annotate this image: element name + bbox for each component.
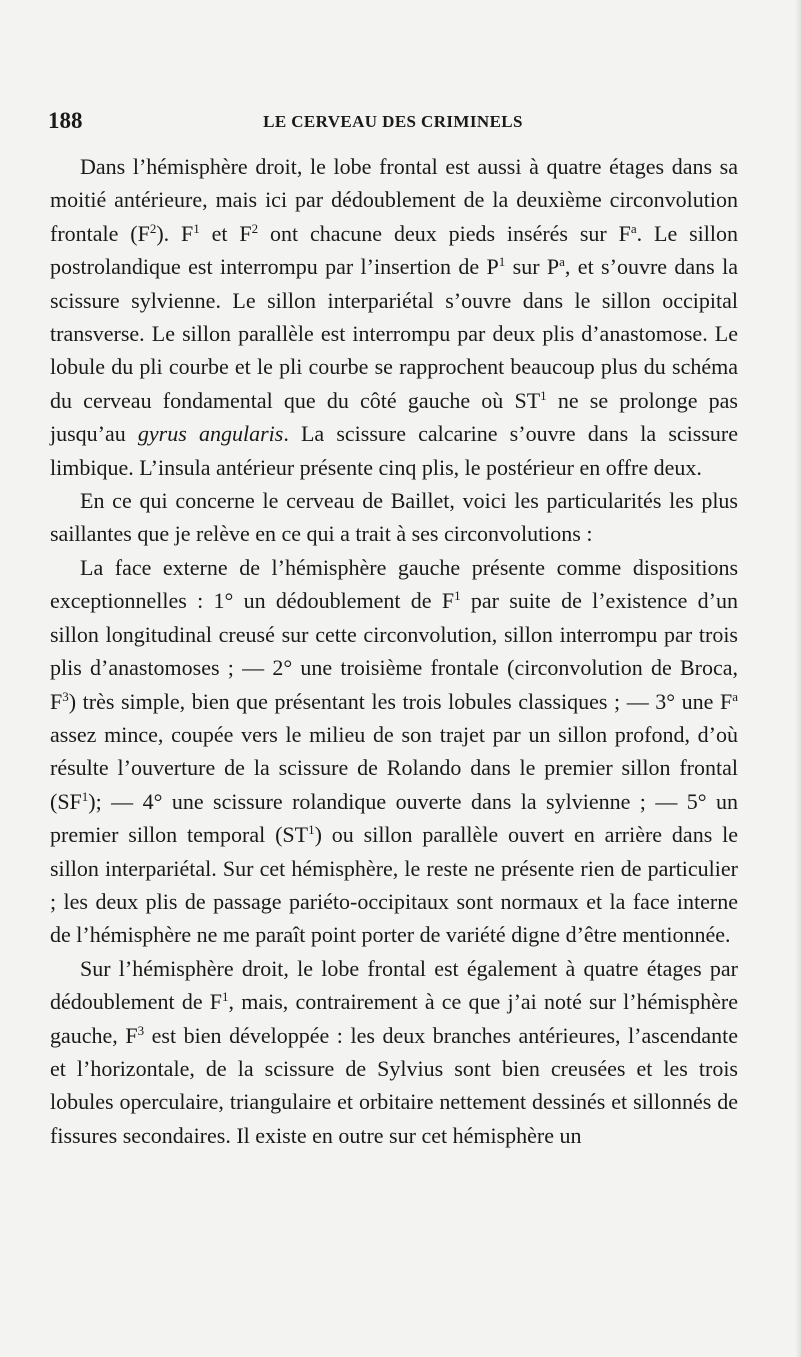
paragraph bbox=[50, 551, 738, 952]
text-run: sur P bbox=[505, 254, 560, 280]
text-run: . Le sillon postrolandique est interrompu par l’insertion de P bbox=[50, 220, 739, 280]
text-run: ); — 4° une scissure rolandique ouverte dans la sylvienne ; — 5° un premier sillon temporal (ST bbox=[50, 788, 738, 848]
superscript: a bbox=[630, 220, 637, 236]
italic-term: gyrus angularis bbox=[137, 421, 284, 447]
text-run: par suite de l’existence d’un sillon longitudinal creusé sur cette circonvolution, sillon interrompu par trois plis d’anastomoses ; — 2° une troisième frontale (circonvolution de Broca, F bbox=[50, 588, 739, 714]
superscript: 2 bbox=[149, 220, 157, 236]
text-run: ne se prolonge pas jusqu’au bbox=[50, 387, 738, 447]
text-run: est bien développée : les deux branches antérieures, l’ascendante et l’horizontale, de la scissure de Sylvius sont bien creusées et les trois lobules operculaire, triangulaire et orbitaire nettement dessinés et sillonnés de fissures secondaires. Il existe en outre sur cet hémisphère un bbox=[50, 1022, 739, 1148]
superscript: 1 bbox=[81, 788, 89, 804]
page-edge-shadow bbox=[795, 0, 801, 1357]
text-run: Sur l’hémisphère droit, le lobe frontal est également à quatre étages par dédoublement de F bbox=[50, 955, 738, 1015]
paragraph bbox=[50, 484, 738, 551]
superscript: a bbox=[732, 688, 738, 704]
page-header bbox=[48, 108, 738, 138]
superscript: 1 bbox=[498, 254, 506, 270]
superscript: a bbox=[559, 254, 565, 270]
text-run: ) très simple, bien que présentant les trois lobules classiques ; — 3° une F bbox=[68, 688, 733, 714]
text-run: En ce qui concerne le cerveau de Baillet, voici les particularités les plus saillantes que je relève en ce qui a trait à ses circonvolutions : bbox=[50, 488, 738, 547]
superscript: 1 bbox=[540, 387, 547, 403]
page-number: 188 bbox=[48, 108, 83, 133]
text-run: La face externe de l’hémisphère gauche présente comme dispositions exceptionnelles : 1° un dédoublement de F bbox=[50, 554, 738, 614]
superscript: 3 bbox=[137, 1022, 145, 1038]
superscript: 1 bbox=[308, 822, 315, 838]
text-run: assez mince, coupée vers le milieu de son trajet par un sillon profond, d’où résulte l’ouverture de la scissure de Rolando dans le premier sillon frontal (SF bbox=[50, 721, 738, 814]
superscript: 1 bbox=[222, 989, 229, 1005]
running-title: LE CERVEAU DES CRIMINELS bbox=[263, 112, 523, 131]
text-run: Dans l’hémisphère droit, le lobe frontal est aussi à quatre étages dans sa moitié antérieure, mais ici par dédoublement de la deuxième circonvolution frontale (F bbox=[50, 154, 738, 246]
text-run: . La scissure calcarine s’ouvre dans la scissure limbique. L’insula antérieur présente cinq plis, le postérieur en offre deux. bbox=[50, 421, 738, 480]
paragraph bbox=[50, 952, 738, 1152]
text-run: ) ou sillon parallèle ouvert en arrière dans le sillon interpariétal. Sur cet hémisphère, le reste ne présente rien de particulier ; les deux plis de passage pariéto-occipitaux sont normaux et la face interne de l’hémisphère ne me paraît point porter de variété digne d’être mentionnée. bbox=[50, 822, 738, 948]
superscript: 1 bbox=[454, 588, 461, 604]
paragraph bbox=[50, 150, 738, 484]
text-run: , mais, contrairement à ce que j’ai noté sur l’hémisphère gauche, F bbox=[50, 989, 738, 1048]
text-run: ). F bbox=[156, 220, 194, 246]
body-text bbox=[50, 150, 738, 1152]
superscript: 3 bbox=[62, 688, 69, 704]
superscript: 1 bbox=[193, 220, 200, 236]
text-run: et F bbox=[199, 220, 252, 246]
text-run: ont chacune deux pieds insérés sur F bbox=[258, 220, 631, 246]
superscript: 2 bbox=[251, 220, 259, 236]
text-run: , et s’ouvre dans la scissure sylvienne. Le sillon interpariétal s’ouvre dans le sillon occipital transverse. Le sillon parallèle est interrompu par deux plis d’anastomose. Le lobule du pli courbe et le pli courbe se rapprochent beaucoup plus du schéma du cerveau fondamental que du côté gauche où ST bbox=[50, 254, 739, 413]
